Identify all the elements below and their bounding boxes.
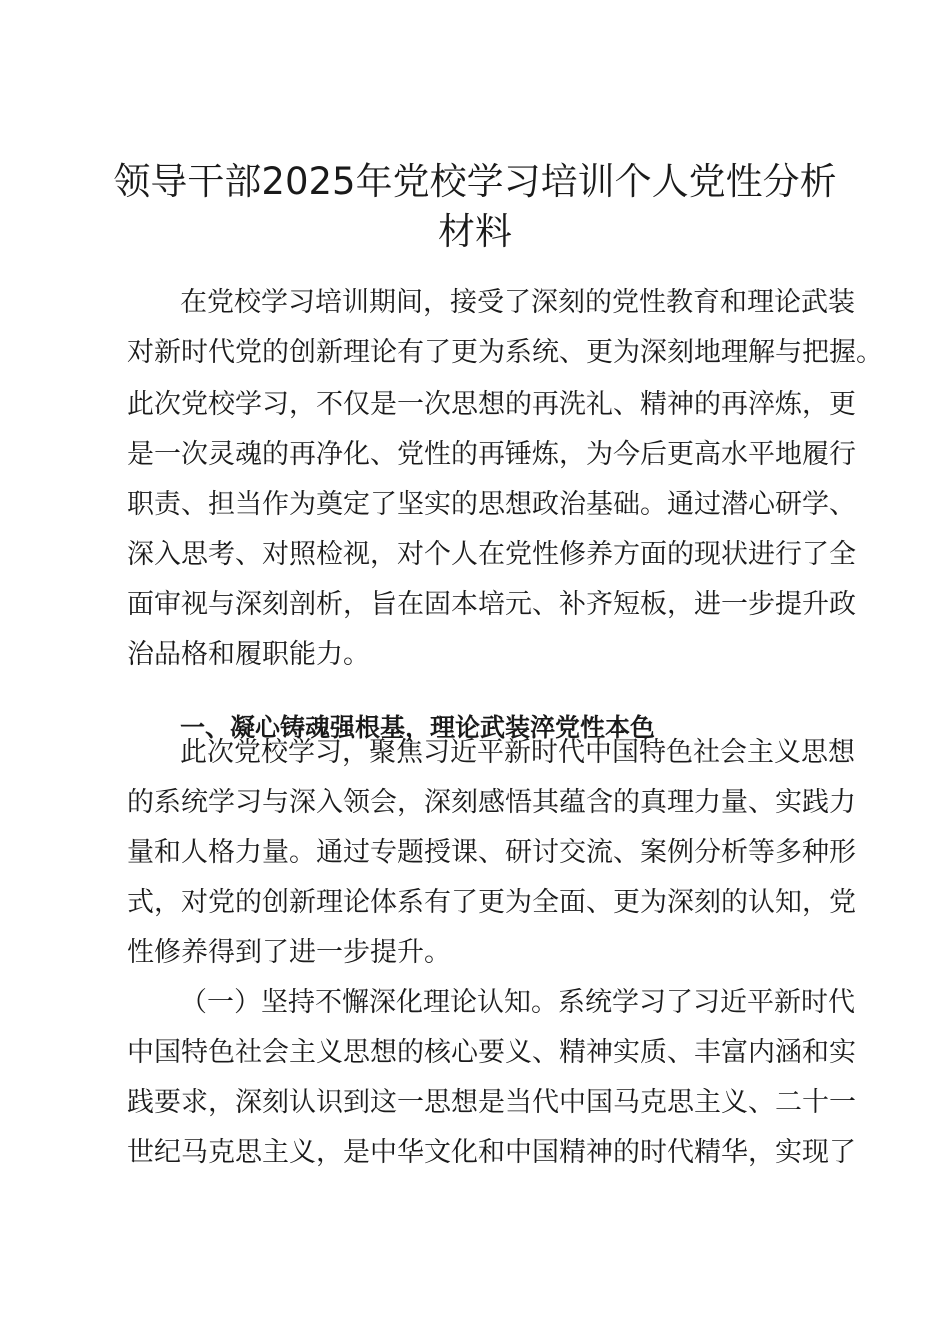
paragraph-line: 在党校学习培训期间，接受了深刻的党性教育和理论武装 bbox=[180, 287, 855, 318]
paragraph-line: 此次党校学习，聚焦习近平新时代中国特色社会主义思想 bbox=[180, 737, 855, 768]
paragraph-line: 性修养得到了进一步提升。 bbox=[127, 937, 451, 968]
paragraph-line: 对新时代党的创新理论有了更为系统、更为深刻地理解与把握。 bbox=[127, 337, 883, 368]
paragraph-line: （一）坚持不懈深化理论认知。系统学习了习近平新时代 bbox=[180, 987, 855, 1018]
section-heading: 一、凝心铸魂强根基，理论武装淬党性本色 bbox=[180, 713, 656, 742]
paragraph-line: 面审视与深刻剖析，旨在固本培元、补齐短板，进一步提升政 bbox=[127, 589, 856, 620]
paragraph-line: 是一次灵魂的再净化、党性的再锤炼，为今后更高水平地履行 bbox=[127, 439, 856, 470]
document-title-line-2: 材料 bbox=[438, 210, 512, 253]
paragraph-line: 式，对党的创新理论体系有了更为全面、更为深刻的认知，党 bbox=[127, 887, 856, 918]
paragraph-line: 深入思考、对照检视，对个人在党性修养方面的现状进行了全 bbox=[127, 539, 856, 570]
paragraph-line: 量和人格力量。通过专题授课、研讨交流、案例分析等多种形 bbox=[127, 837, 856, 868]
paragraph-line: 世纪马克思主义，是中华文化和中国精神的时代精华，实现了 bbox=[127, 1137, 856, 1168]
paragraph-line: 的系统学习与深入领会，深刻感悟其蕴含的真理力量、实践力 bbox=[127, 787, 856, 818]
paragraph-line: 此次党校学习，不仅是一次思想的再洗礼、精神的再淬炼，更 bbox=[127, 389, 856, 420]
paragraph-line: 中国特色社会主义思想的核心要义、精神实质、丰富内涵和实 bbox=[127, 1037, 856, 1068]
document-title-line-1: 领导干部2025年党校学习培训个人党性分析 bbox=[113, 160, 837, 203]
paragraph-line: 践要求，深刻认识到这一思想是当代中国马克思主义、二十一 bbox=[127, 1087, 856, 1118]
paragraph-line: 治品格和履职能力。 bbox=[127, 639, 370, 670]
paragraph-line: 职责、担当作为奠定了坚实的思想政治基础。通过潜心研学、 bbox=[127, 489, 856, 520]
